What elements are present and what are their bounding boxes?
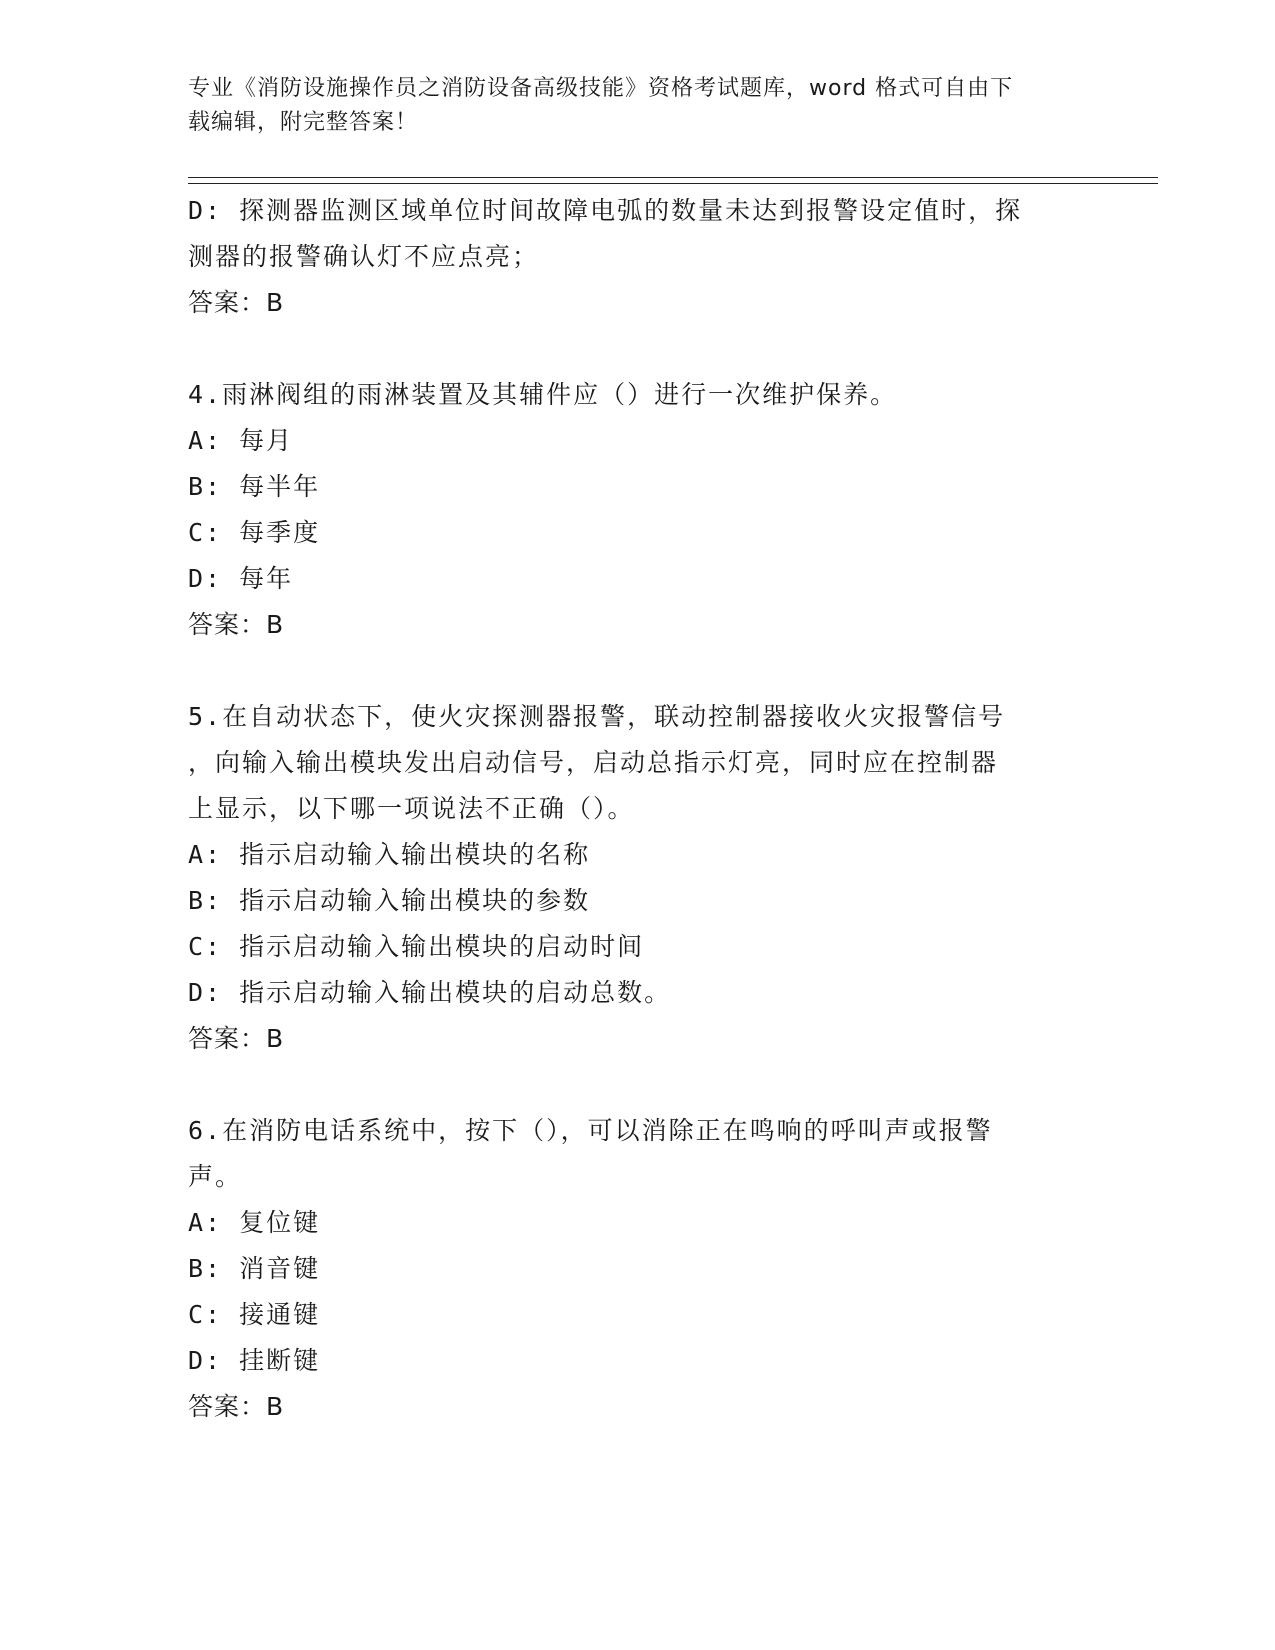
spacer [188,648,1088,694]
option-a: A: 每月 [188,426,294,455]
option-b: B: 消音键 [188,1254,321,1283]
question-4 [188,372,1088,648]
option-d: D: 指示启动输入输出模块的启动总数。 [188,978,672,1007]
option-b: B: 指示启动输入输出模块的参数 [188,886,591,915]
question-5 [188,694,1088,1062]
option-a: A: 复位键 [188,1208,321,1237]
document-body [188,188,1088,1430]
answer-label: 答案：B [188,288,285,317]
question-stem-line-3: 上显示，以下哪一项说法不正确（）。 [188,794,635,823]
spacer [188,1062,1088,1108]
question-stem-line-1: 5.在自动状态下，使火灾探测器报警，联动控制器接收火灾报警信号 [188,702,1006,731]
option-d-line-1: D: 探测器监测区域单位时间故障电弧的数量未达到报警设定值时，探 [188,196,1023,225]
question-stem: 4.雨淋阀组的雨淋装置及其辅件应（）进行一次维护保养。 [188,380,898,409]
option-d-line-2: 测器的报警确认灯不应点亮； [188,242,540,271]
header-line-2: 载编辑，附完整答案！ [188,110,419,135]
header-line-1: 专业《消防设施操作员之消防设备高级技能》资格考试题库，word 格式可自由下 [188,76,1014,101]
header-divider-top [188,177,1158,178]
option-d: D: 挂断键 [188,1346,321,1375]
option-d: D: 每年 [188,564,294,593]
question-stem-line-2: 声。 [188,1162,243,1191]
header-divider-bottom [188,183,1158,184]
question-stem-line-1: 6.在消防电话系统中，按下（），可以消除正在鸣响的呼叫声或报警 [188,1116,993,1145]
question-6 [188,1108,1088,1430]
question-fragment [188,188,1088,326]
option-a: A: 指示启动输入输出模块的名称 [188,840,591,869]
answer-label: 答案：B [188,1392,285,1421]
option-c: C: 指示启动输入输出模块的启动时间 [188,932,645,961]
option-c: C: 接通键 [188,1300,321,1329]
answer-label: 答案：B [188,1024,285,1053]
option-c: C: 每季度 [188,518,321,547]
spacer [188,326,1088,372]
answer-label: 答案：B [188,610,285,639]
option-b: B: 每半年 [188,472,321,501]
question-stem-line-2: ，向输入输出模块发出启动信号，启动总指示灯亮，同时应在控制器 [188,748,999,777]
document-header [188,72,1088,140]
